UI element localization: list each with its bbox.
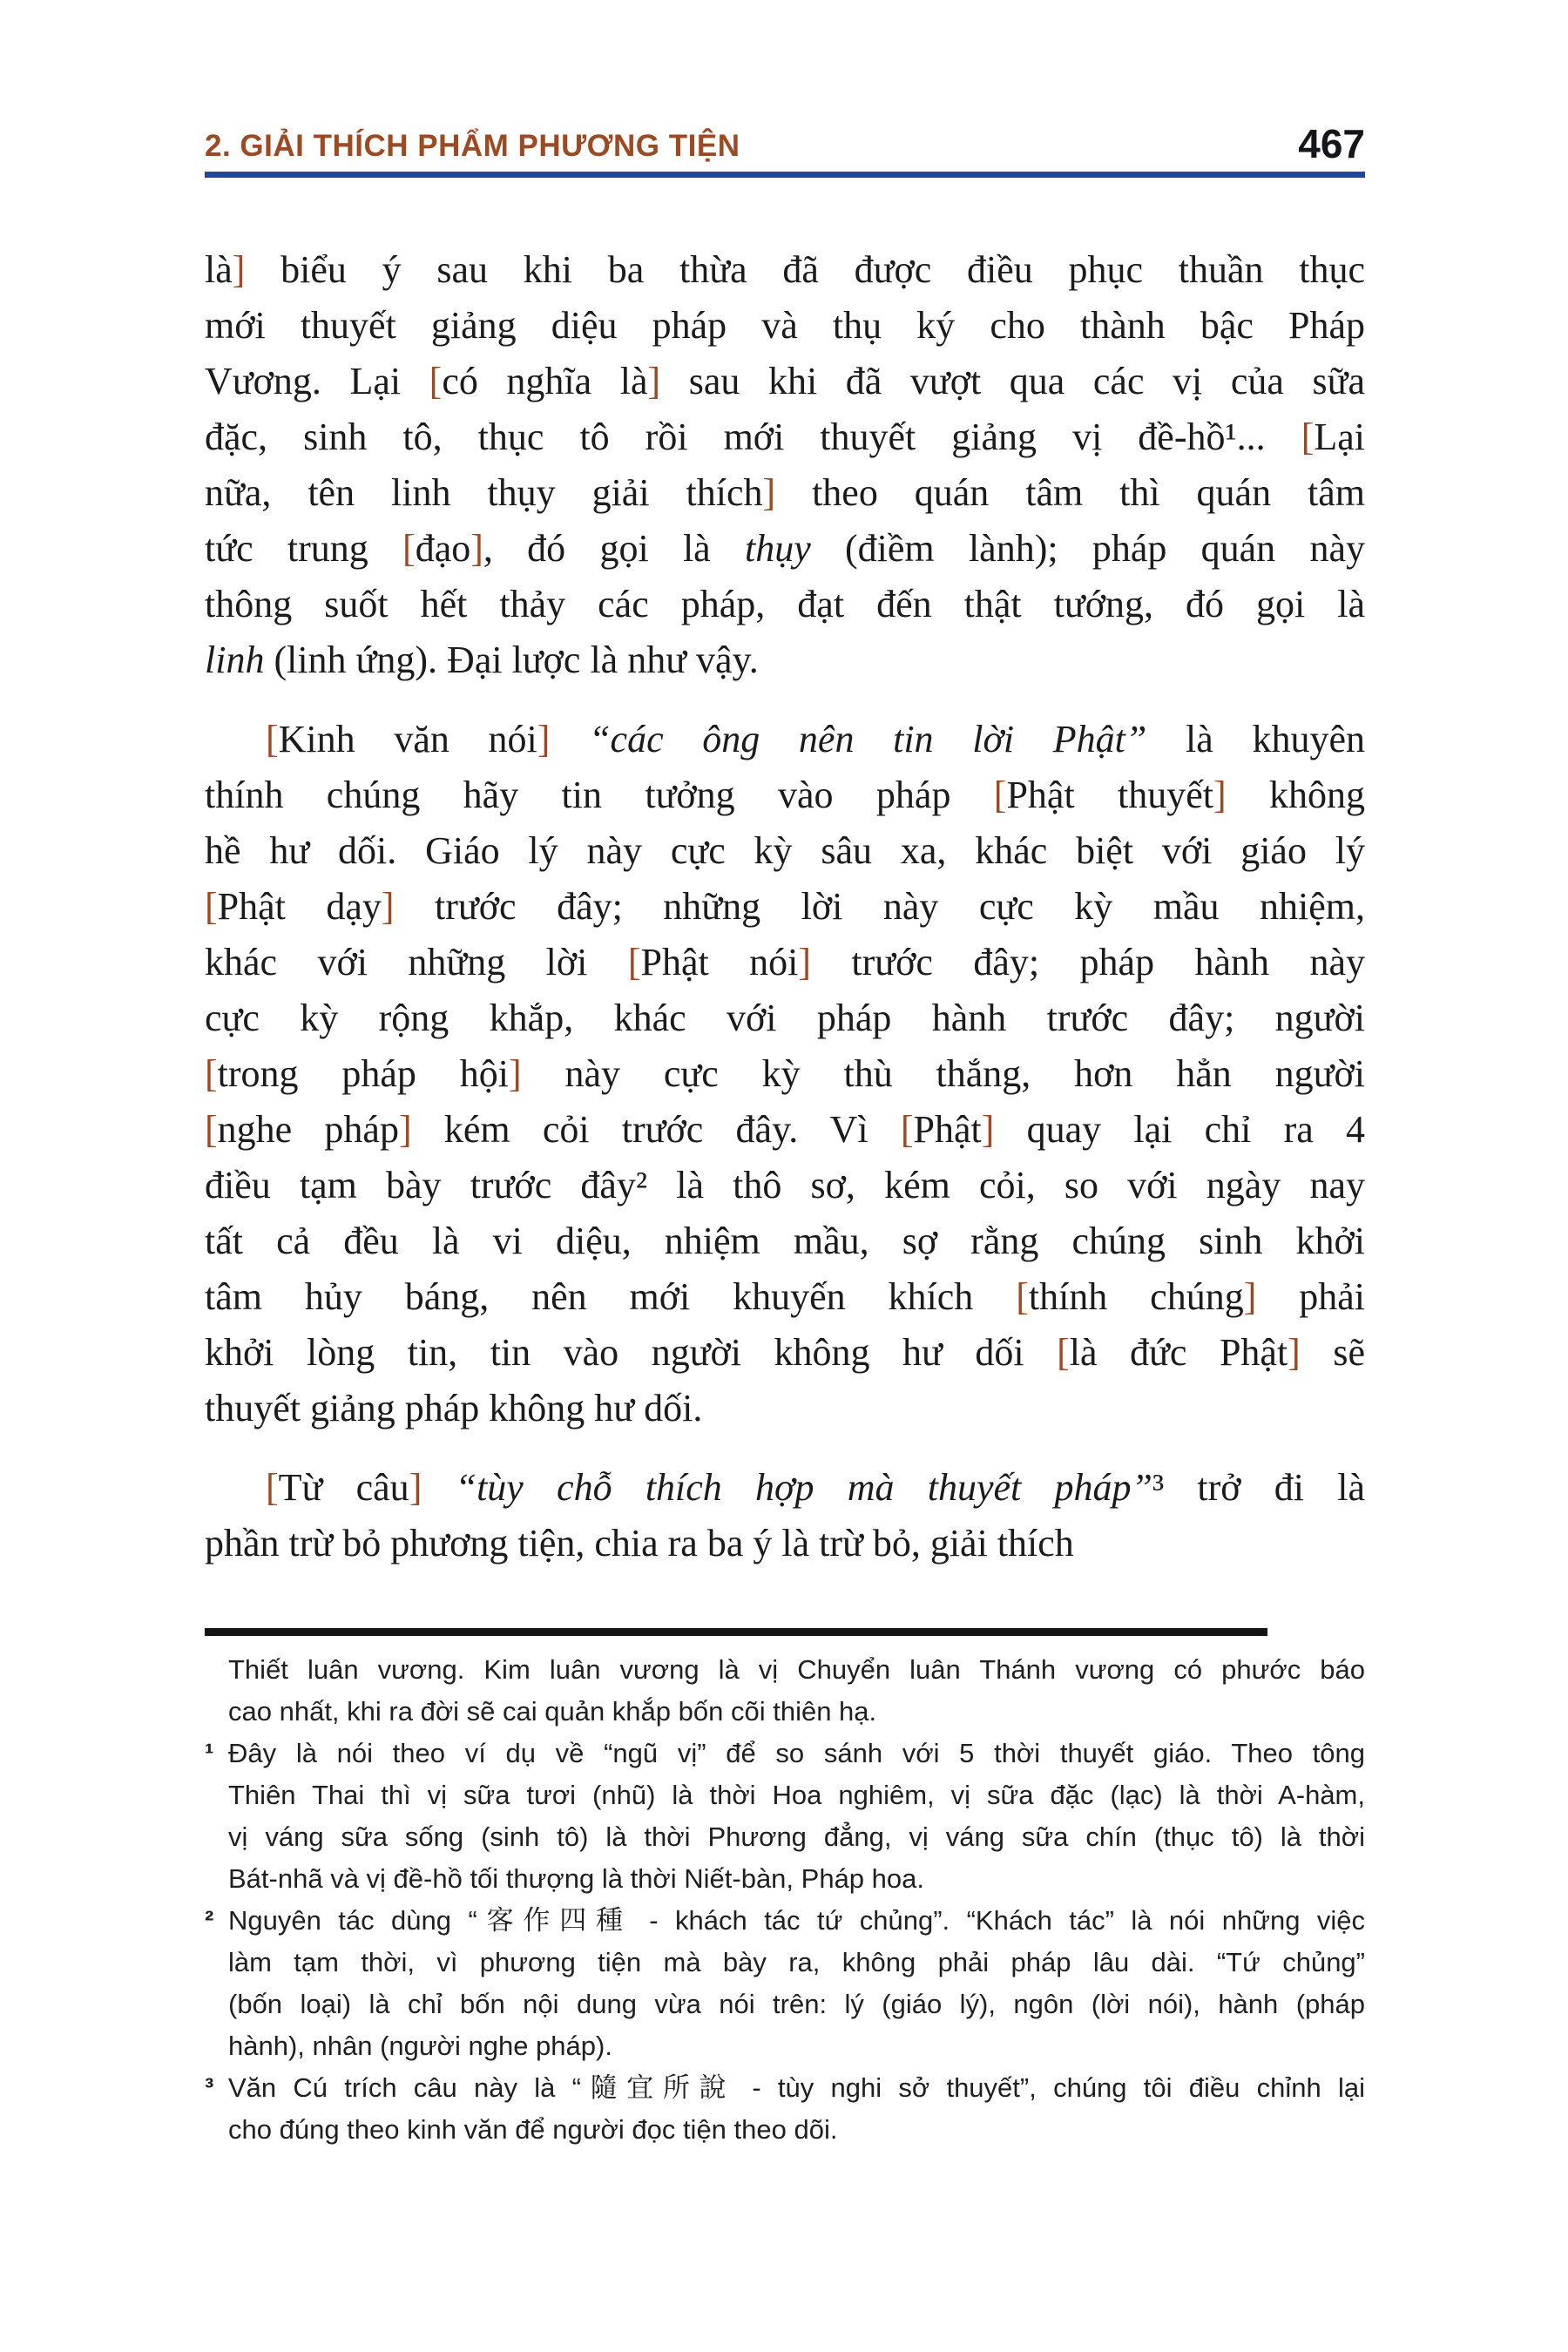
text-run: cực kỳ rộng khắp, khác với pháp hành trước đây; người	[205, 997, 1365, 1039]
body-line	[205, 409, 1365, 465]
text-run: Phật thuyết	[1006, 774, 1214, 816]
body-line	[205, 465, 1365, 521]
bracket-text: ]	[381, 885, 395, 928]
body-line	[205, 577, 1365, 632]
text-run: Lại	[1314, 416, 1365, 458]
bracket-text: ]	[762, 471, 776, 514]
bracket-text: ]	[409, 1466, 422, 1509]
text-run: thính chúng hãy tin tưởng vào pháp	[205, 774, 994, 816]
text-run: thuyết giảng pháp không hư dối.	[205, 1387, 703, 1429]
body-line	[205, 354, 1365, 409]
text-run: là	[205, 248, 233, 291]
paragraph	[205, 242, 1365, 688]
text-run: Vương. Lại	[205, 360, 429, 402]
body-line	[205, 935, 1365, 990]
bracket-text: [	[205, 1108, 218, 1151]
text-run: tức trung	[205, 527, 403, 570]
paragraph	[205, 1460, 1365, 1571]
bracket-text: ]	[232, 248, 246, 291]
body-line	[205, 767, 1365, 823]
footnote-text	[228, 1733, 1365, 1900]
footnote-line: hành), nhân (người nghe pháp).	[228, 2031, 612, 2061]
bracket-text: [	[429, 360, 443, 402]
text-run: này cực kỳ thù thắng, hơn hẳn người	[521, 1052, 1365, 1095]
footnote-separator	[205, 1628, 1267, 1636]
body-line	[205, 1460, 1365, 1516]
body-text	[205, 242, 1365, 1571]
italic-text: “tùy chỗ thích hợp mà thuyết pháp”	[455, 1466, 1152, 1509]
footnote-line: Văn Cú trích câu này là “隨宜所說 - tùy nghi sở thuyết”, chúng tôi điều chỉnh lại	[228, 2072, 1365, 2103]
text-run: mới thuyết giảng diệu pháp và thụ ký cho thành bậc Pháp	[205, 304, 1365, 347]
footnote	[205, 1900, 1365, 2067]
text-run: tất cả đều là vi diệu, nhiệm mầu, sợ rằng chúng sinh khởi	[205, 1220, 1365, 1262]
text-run: là khuyên	[1146, 718, 1365, 760]
bracket-text: ]	[470, 527, 483, 570]
text-run: khởi lòng tin, tin vào người không hư dối	[205, 1331, 1058, 1374]
text-run: không	[1226, 774, 1366, 816]
text-run: ³ trở đi là	[1152, 1466, 1366, 1509]
bracket-text: ]	[508, 1052, 522, 1095]
text-run: hề hư dối. Giáo lý này cực kỳ sâu xa, khác biệt với giáo lý	[205, 829, 1365, 872]
footnotes	[205, 1649, 1365, 2151]
body-line	[205, 712, 1365, 767]
bracket-text: ]	[798, 941, 811, 983]
footnote-line: Đây là nói theo ví dụ về “ngũ vị” để so sánh với 5 thời thuyết giáo. Theo tông	[228, 1738, 1365, 1768]
text-run: điều tạm bày trước đây² là thô sơ, kém cỏi, so với ngày nay	[205, 1164, 1365, 1206]
text-run: là đức Phật	[1069, 1331, 1288, 1374]
text-run: Từ câu	[278, 1466, 409, 1509]
bracket-text: ]	[1288, 1331, 1301, 1374]
bracket-text: [	[1016, 1275, 1029, 1318]
body-line	[205, 1325, 1365, 1381]
bracket-text: ]	[398, 1108, 412, 1151]
text-run	[422, 1466, 455, 1509]
footnote-line: làm tạm thời, vì phương tiện mà bày ra, không phải pháp lâu dài. “Tứ chủng”	[228, 1947, 1365, 1977]
footnote	[205, 1733, 1365, 1900]
text-run: kém cỏi trước đây. Vì	[411, 1108, 901, 1151]
bracket-text: [	[205, 885, 218, 928]
bracket-text: ]	[1213, 774, 1227, 816]
body-line	[205, 879, 1365, 935]
footnote-line: Bát-nhã và vị đề-hồ tối thượng là thời Niết-bàn, Pháp hoa.	[228, 1863, 924, 1894]
text-run: trước đây; pháp hành này	[811, 941, 1365, 983]
footnote-marker: ³	[205, 2072, 214, 2103]
bracket-text: [	[900, 1108, 914, 1151]
footnote-text	[228, 1900, 1365, 2067]
text-run: nghe pháp	[217, 1108, 399, 1151]
body-line	[205, 1213, 1365, 1269]
text-run: Phật nói	[640, 941, 799, 983]
footnote-marker	[205, 1649, 228, 1691]
text-run: quay lại chỉ ra 4	[994, 1108, 1365, 1151]
text-run: phần trừ bỏ phương tiện, chia ra ba ý là trừ bỏ, giải thích	[205, 1522, 1074, 1565]
footnote-text	[228, 2067, 1365, 2151]
text-run: trước đây; những lời này cực kỳ mầu nhiệm,	[394, 885, 1365, 928]
italic-text: “các ông nên tin lời Phật”	[589, 718, 1147, 760]
footnote-line: Thiên Thai thì vị sữa tươi (nhũ) là thời Hoa nghiêm, vị sữa đặc (lạc) là thời A-hàm,	[228, 1780, 1365, 1810]
bracket-text: [	[266, 1466, 279, 1509]
body-line	[205, 1046, 1365, 1102]
text-run: khác với những lời	[205, 941, 628, 983]
body-line	[205, 990, 1365, 1046]
bracket-text: [	[993, 774, 1007, 816]
text-run: nữa, tên linh thụy giải thích	[205, 471, 763, 514]
text-run: sau khi đã vượt qua các vị của sữa	[660, 360, 1365, 402]
body-line	[205, 1381, 1365, 1436]
text-run: trong pháp hội	[217, 1052, 509, 1095]
body-line	[205, 1158, 1365, 1213]
running-head: 2. GIẢI THÍCH PHẨM PHƯƠNG TIỆN	[205, 129, 740, 163]
footnote-marker: ²	[205, 1905, 214, 1936]
footnote-line: (bốn loại) là chỉ bốn nội dung vừa nói trên: lý (giáo lý), ngôn (lời nói), hành (pháp	[228, 1989, 1365, 2019]
body-line	[205, 823, 1365, 879]
text-run	[550, 718, 589, 760]
bracket-text: ]	[647, 360, 661, 402]
footnote	[205, 2067, 1365, 2151]
footnote-line: Thiết luân vương. Kim luân vương là vị Chuyển luân Thánh vương có phước báo	[228, 1654, 1365, 1685]
footnote-marker: ¹	[205, 1738, 214, 1768]
text-run: thông suốt hết thảy các pháp, đạt đến thật tướng, đó gọi là	[205, 583, 1365, 625]
text-run: (linh ứng). Đại lược là như vậy.	[264, 639, 759, 681]
bracket-text: [	[627, 941, 641, 983]
text-run: Phật dạy	[217, 885, 382, 928]
bracket-text: ]	[537, 718, 551, 760]
text-run: Phật	[913, 1108, 982, 1151]
footnote-line: vị váng sữa sống (sinh tô) là thời Phương đẳng, vị váng sữa chín (thục tô) là thời	[228, 1821, 1365, 1852]
text-run: theo quán tâm thì quán tâm	[775, 471, 1366, 514]
text-run: biểu ý sau khi ba thừa đã được điều phục thuần thục	[245, 248, 1365, 291]
bracket-text: [	[266, 718, 279, 760]
text-run: Kinh văn nói	[278, 718, 537, 760]
italic-text: thụy	[744, 527, 811, 570]
bracket-text: [	[1301, 416, 1315, 458]
footnote-text	[228, 1649, 1365, 1733]
text-run: (điềm lành); pháp quán này	[810, 527, 1365, 570]
footnote-line: cao nhất, khi ra đời sẽ cai quản khắp bốn cõi thiên hạ.	[228, 1696, 877, 1727]
text-run: đặc, sinh tô, thục tô rồi mới thuyết giảng vị đề-hồ¹...	[205, 416, 1301, 458]
body-line	[205, 632, 1365, 688]
footnote-line: Nguyên tác dùng “客作四種 - khách tác tứ chủng”. “Khách tác” là nói những việc	[228, 1905, 1365, 1936]
text-run: đạo	[415, 527, 471, 570]
italic-text: linh	[205, 639, 265, 681]
bracket-text: [	[205, 1052, 218, 1095]
bracket-text: ]	[981, 1108, 995, 1151]
body-line	[205, 298, 1365, 354]
bracket-text: [	[402, 527, 416, 570]
body-line	[205, 1102, 1365, 1158]
footnote	[205, 1649, 1365, 1733]
body-line	[205, 242, 1365, 298]
text-run: có nghĩa là	[442, 360, 648, 402]
text-run: , đó gọi là	[483, 527, 745, 570]
footnote-line: cho đúng theo kinh văn để người đọc tiện theo dõi.	[228, 2114, 838, 2145]
bracket-text: ]	[1243, 1275, 1257, 1318]
header-rule	[205, 172, 1365, 178]
text-run: sẽ	[1300, 1331, 1365, 1374]
page-number: 467	[1298, 121, 1365, 166]
text-run: thính chúng	[1028, 1275, 1244, 1318]
body-line	[205, 1516, 1365, 1571]
text-run: tâm hủy báng, nên mới khuyến khích	[205, 1275, 1017, 1318]
paragraph	[205, 712, 1365, 1436]
body-line	[205, 1269, 1365, 1325]
body-line	[205, 521, 1365, 577]
text-run: phải	[1256, 1275, 1365, 1318]
bracket-text: [	[1057, 1331, 1070, 1374]
